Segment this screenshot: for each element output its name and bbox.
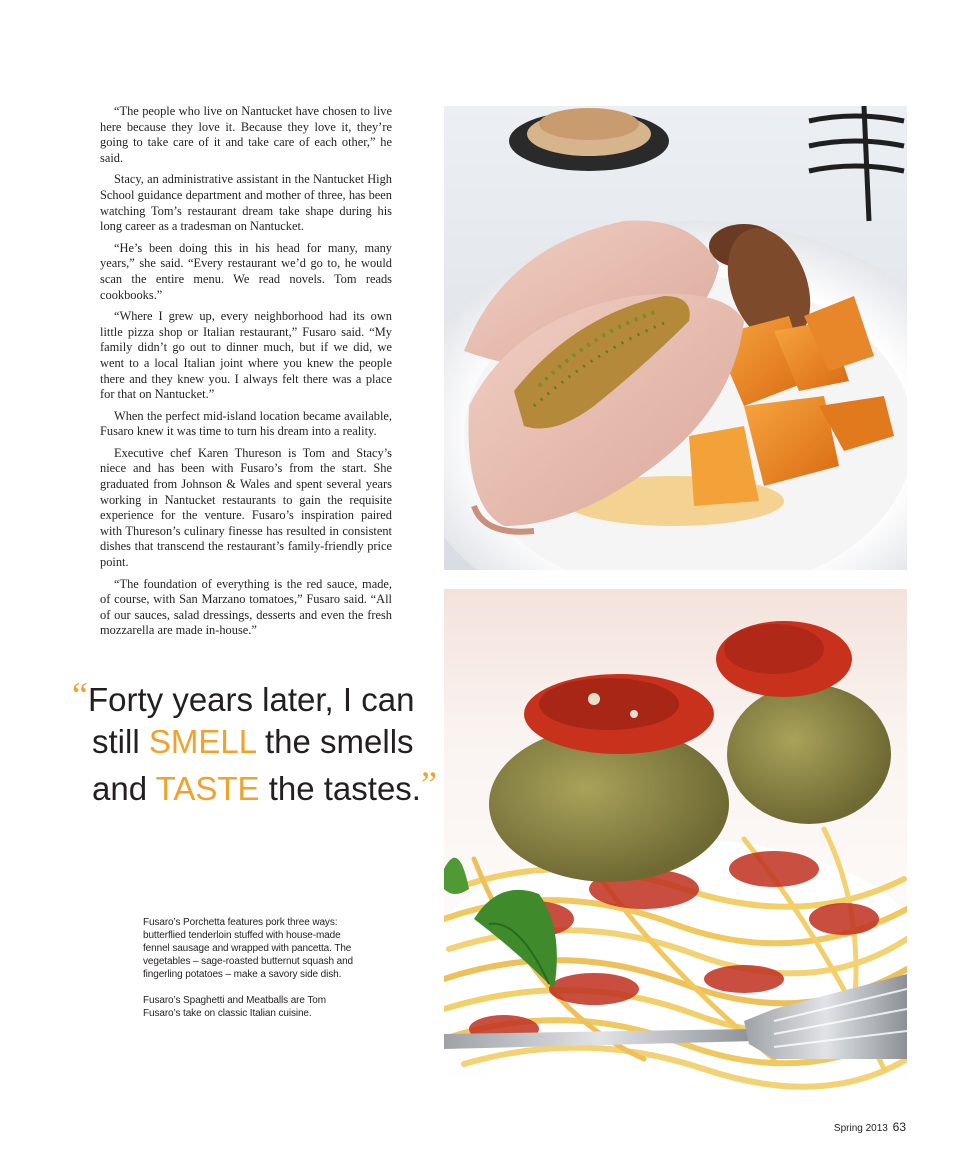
page-number: 63 [892,1120,906,1134]
pull-quote-text: the smells [255,723,414,760]
pull-quote-text: Forty years later, I can [87,681,415,718]
pull-quote-text: still [92,723,149,760]
close-quote-mark: ” [420,764,437,804]
pull-quote [72,674,452,810]
caption-spaghetti: Fusaro’s Spaghetti and Meatballs are Tom Fusaro’s take on classic Italian cuisine. [143,995,326,1019]
article-body [100,104,392,645]
article-paragraph: Executive chef Karen Thureson is Tom and Stacy’s niece and has been with Fusaro’s from the start. She graduated from Johnson & Wales and spent several years working in Nantucket restaurants to gain the requisite experience for the venture. Fusaro’s inspiration paired with Thureson’s culinary finesse has resulted in consistent dishes that transcend the restaurant’s family-friendly price point. [100,445,392,570]
article-paragraph: “The people who live on Nantucket have chosen to live here because they love it. Because they love it, they’re going to take care of it and take care of each other,” he said. [100,104,392,165]
pull-quote-text: and [92,770,156,807]
open-quote-mark: “ [72,675,88,715]
spaghetti-photo [444,589,907,1090]
pull-quote-line [72,721,452,763]
pull-quote-text: the tastes. [259,770,421,807]
issue-label: Spring 2013 [833,1123,888,1134]
pull-quote-line [72,674,452,721]
pull-quote-accent: SMELL [148,723,256,760]
article-paragraph: When the perfect mid-island location became available, Fusaro knew it was time to turn his dream into a reality. [100,408,392,439]
porchetta-photo [444,106,907,570]
photo-captions [143,916,361,1033]
article-paragraph: “He’s been doing this in his head for many, many years,” she said. “Every restaurant we’d go to, he would scan the entire menu. We read novels. Tom reads cookbooks.” [100,240,392,302]
pull-quote-line [72,763,452,810]
caption-porchetta: Fusaro’s Porchetta features pork three ways: butterflied tenderloin stuffed with house-made fennel sausage and wrapped with pancetta. The vegetables – sage-roasted butternut squash and fingerling potatoes – make a savory side dish. [143,917,353,980]
page-folio [834,1120,906,1134]
pull-quote-accent: TASTE [155,770,260,807]
article-paragraph: Stacy, an administrative assistant in the Nantucket High School guidance department and mother of three, has been watching Tom’s restaurant dream take shape during his long career as a tradesman on Nantucket. [100,172,392,234]
article-paragraph: “Where I grew up, every neighborhood had its own little pizza shop or Italian restaurant,” Fusaro said. “My family didn’t go out to dinner much, but if we did, we went to a local Italian joint where you knew the people there and they knew you. I always felt there was a place for that on Nantucket.” [100,309,392,402]
article-paragraph: “The foundation of everything is the red sauce, made, of course, with San Marzano tomatoes,” Fusaro said. “All of our sauces, salad dressings, desserts and even the fresh mozzarella are made in-house.” [100,576,392,638]
